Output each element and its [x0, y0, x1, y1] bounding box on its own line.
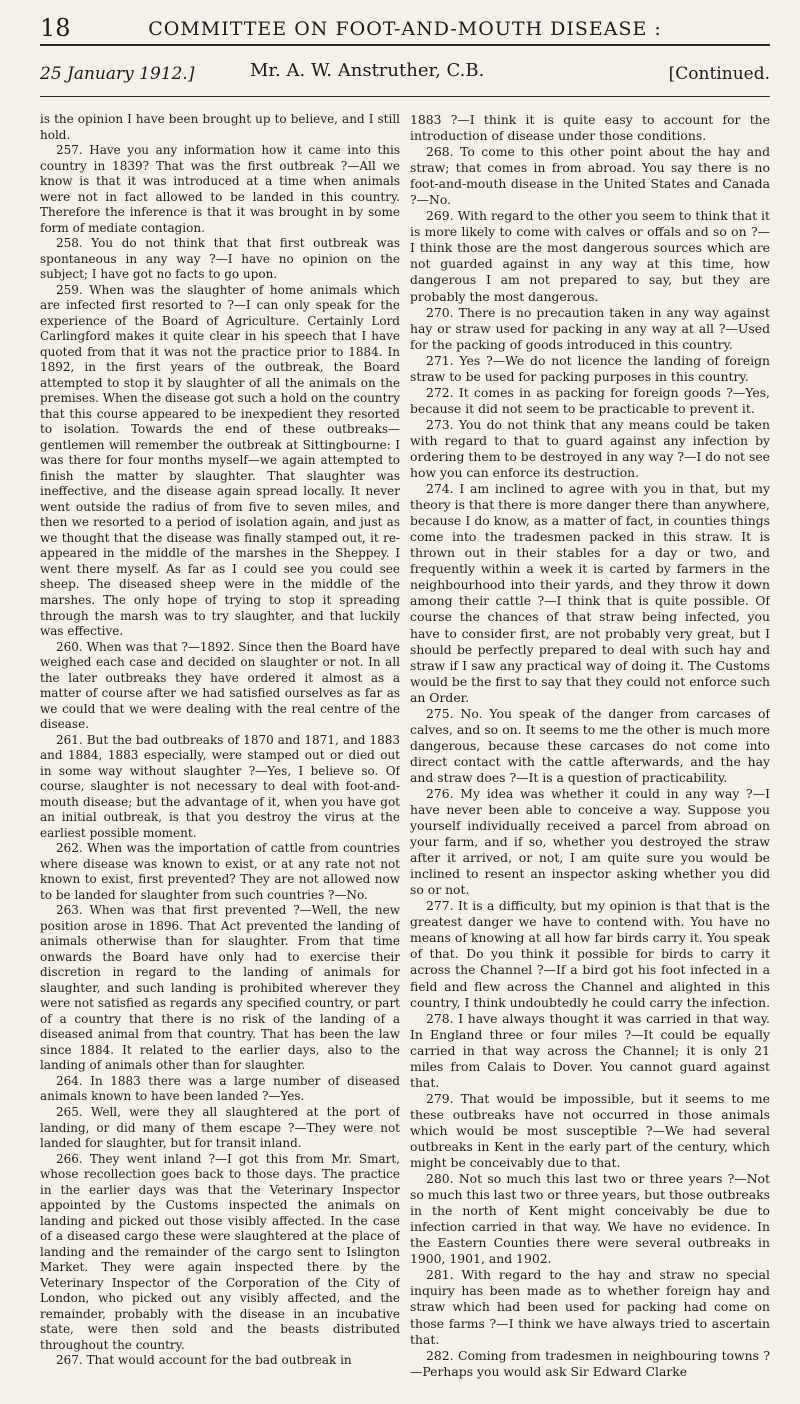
paragraph: 260. When was that ?—1892. Since then the Board have weighed each case and decided on slaughter or not. In all the later outbreaks they have ordered it almost as a matter of course after we had satisfied ourselves as far as we could that we were dealing with the real centre of the disease.: [40, 639, 400, 732]
evidence-date: 25 January 1912.]: [40, 64, 195, 84]
paragraph: 275. No. You speak of the danger from carcases of calves, and so on. It seems to me the other is much more dangerous, because these carcases do not come into direct contact with the cattle afterwards, and the hay and straw does ?—It is a question of practicability.: [410, 705, 770, 785]
subheader-rule: [40, 96, 770, 97]
paragraph: 280. Not so much this last two or three years ?—Not so much this last two or three years, but those outbreaks in the north of Kent might conceivably be due to infection carried in that way. We have no evidence. In the Eastern Counties there were several outbreaks in 1900, 1901, and 1902.: [410, 1171, 770, 1267]
right-column: [410, 112, 770, 1382]
paragraph: 257. Have you any information how it came into this country in 1839? That was the first outbreak ?—All we know is that it was introduced at a time when animals were not in fact allowed to be landed in this country. Therefore the inference is that it was brought in by some form of mediate contagion.: [40, 143, 400, 235]
left-column: [40, 112, 400, 1382]
running-head: COMMITTEE ON FOOT-AND-MOUTH DISEASE :: [148, 18, 662, 40]
paragraph: 271. Yes ?—We do not licence the landing of foreign straw to be used for packing purposes in this country.: [410, 352, 770, 384]
paragraph: 263. When was that first prevented ?—Well, the new position arose in 1896. That Act prevented the landing of animals otherwise than for slaughter. From that time onwards the Board have only had to exercise their discretion in regard to the landing of animals for slaughter, and such landing is prohibited wherever they were not satisfied as regards any specified country, or part of a country that there is no risk of the landing of a diseased animal from that country. That has been the law since 1884. It related to the earlier days, also to the landing of animals other than for slaughter.: [40, 903, 400, 1073]
header-rule: [40, 44, 770, 46]
paragraph: 265. Well, were they all slaughtered at the port of landing, or did many of them escape ?—They were not landed for slaughter, but for transit inland.: [40, 1105, 400, 1151]
paragraph: 270. There is no precaution taken in any way against hay or straw used for packing in any way at all ?—Used for the packing of goods introduced in this country.: [410, 304, 770, 352]
paragraph: is the opinion I have been brought up to believe, and I still hold.: [40, 112, 400, 142]
paragraph: 278. I have always thought it was carried in that way. In England three or four miles ?—It could be equally carried in that way across the Channel; it is only 21 miles from Calais to Dover. You cannot guard against that.: [410, 1010, 770, 1090]
paragraph: 266. They went inland ?—I got this from Mr. Smart, whose recollection goes back to those days. The practice in the earlier days was that the Veterinary Inspector appointed by the Customs inspected the animals on landing and picked out those visibly affected. In the case of a diseased cargo these were slaughtered at the place of landing and the remainder of the cargo sent to Islington Market. They were again inspected there by the Veterinary Inspector of the Corporation of the City of London, who picked out any visibly affected, and the remainder, probably with the disease in an incubative state, were then sold and the beasts distributed throughout the country.: [40, 1151, 400, 1352]
paragraph: 272. It comes in as packing for foreign goods ?—Yes, because it did not seem to be practicable to prevent it.: [410, 384, 770, 416]
paragraph: 274. I am inclined to agree with you in that, but my theory is that there is more danger there than anywhere, because I do know, as a matter of fact, in counties things come into the tradesmen packed in this straw. It is thrown out in their stables for a day or two, and frequently within a week it is carted by farmers in the neighbourhood into their yards, and they throw it down among their cattle ?—I think that is quite possible. Of course the chances of that straw being infected, you have to consider first, are not probably very great, but I should be perfectly prepared to deal with such hay and straw if I saw any practical way of doing it. The Customs would be the first to say that they could not enforce such an Order.: [410, 481, 770, 705]
paragraph: 264. In 1883 there was a large number of diseased animals known to have been landed ?—Yes.: [40, 1073, 400, 1104]
page-number: 18: [40, 14, 71, 42]
paragraph: 268. To come to this other point about the hay and straw; that comes in from abroad. You say there is no foot-and-mouth disease in the United States and Canada ?—No.: [410, 144, 770, 208]
paragraph: 269. With regard to the other you seem to think that it is more likely to come with calves or offals and so on ?—I think those are the most dangerous sources which are not guarded against in any way at this time, how dangerous I am not prepared to say, but they are probably the most dangerous.: [410, 208, 770, 304]
paragraph: 279. That would be impossible, but it seems to me these outbreaks have not occurred in those animals which would be most susceptible ?—We had several outbreaks in Kent in the early part of the century, which might be conceivably due to that.: [410, 1090, 770, 1171]
evidence-subheader: [40, 60, 770, 88]
paragraph: 276. My idea was whether it could in any way ?—I have never been able to conceive a way. Suppose you yourself individually received a parcel from abroad on your farm, and if so, whether you destroyed the straw after it arrived, or not, I am quite sure you would be inclined to resent an inspector asking whether you did so or not.: [410, 785, 770, 898]
paragraph: 258. You do not think that that first outbreak was spontaneous in any way ?—I have no opinion on the subject; I have got no facts to go upon.: [40, 236, 400, 282]
continued-label: [Continued.: [668, 64, 770, 84]
paragraph: 261. But the bad outbreaks of 1870 and 1871, and 1883 and 1884, 1883 especially, were stamped out or died out in some way without slaughter ?—Yes, I believe so. Of course, slaughter is not necessary to deal with foot-and-mouth disease; but the advantage of it, when you have got an initial outbreak, is that you destroy the virus at the earliest possible moment.: [40, 732, 400, 840]
paragraph: 282. Coming from tradesmen in neighbouring towns ?—Perhaps you would ask Sir Edward Clarke: [410, 1347, 770, 1379]
paragraph: 1883 ?—I think it is quite easy to account for the introduction of disease under those conditions.: [410, 112, 770, 144]
paragraph: 273. You do not think that any means could be taken with regard to that to guard against any infection by ordering them to be destroyed in any way ?—I do not see how you can enforce its destruction.: [410, 416, 770, 481]
paragraph: 281. With regard to the hay and straw no special inquiry has been made as to whether foreign hay and straw which had been used for packing had come on those farms ?—I think we have always tried to ascertain that.: [410, 1267, 770, 1347]
paragraph: 259. When was the slaughter of home animals which are infected first resorted to ?—I can only speak for the experience of the Board of Agriculture. Certainly Lord Carlingford makes it quite clear in his speech that I have quoted from that it was not the practice prior to 1884. In 1892, in the first years of the outbreak, the Board attempted to stop it by slaughter of all the animals on the premises. When the disease got such a hold on the country that this course appeared to be inexpedient they resorted to isolation. Towards the end of these outbreaks—gentlemen will remember the outbreak at Sittingbourne: I was there for four months myself—we again attempted to finish the matter by slaughter. That slaughter was ineffective, and the disease again spread locally. It never went outside the radius of from five to seven miles, and then we resorted to a period of isolation again, and just as we thought that the disease was finally stamped out, it re-appeared in the middle of the marshes in the Sheppey. I went there myself. As far as I could see you could see sheep. The diseased sheep were in the middle of the marshes. The only hope of trying to stop it spreading through the marsh was to try slaughter, and that luckily was effective.: [40, 282, 400, 639]
witness-name: Mr. A. W. Anstruther, C.B.: [250, 60, 485, 81]
paragraph: 262. When was the importation of cattle from countries where disease was known to exist, or at any rate not not known to exist, first prevented? They are not allowed now to be landed for slaughter from such countries ?—No.: [40, 841, 400, 902]
paragraph: 277. It is a difficulty, but my opinion is that that is the greatest danger we have to contend with. You have no means of knowing at all how far birds carry it. You speak of that. Do you think it possible for birds to carry it across the Channel ?—If a bird got his foot infected in a field and flew across the Channel and alighted in this country, I think undoubtedly he could carry the infection.: [410, 898, 770, 1010]
paragraph: 267. That would account for the bad outbreak in: [56, 1353, 352, 1368]
